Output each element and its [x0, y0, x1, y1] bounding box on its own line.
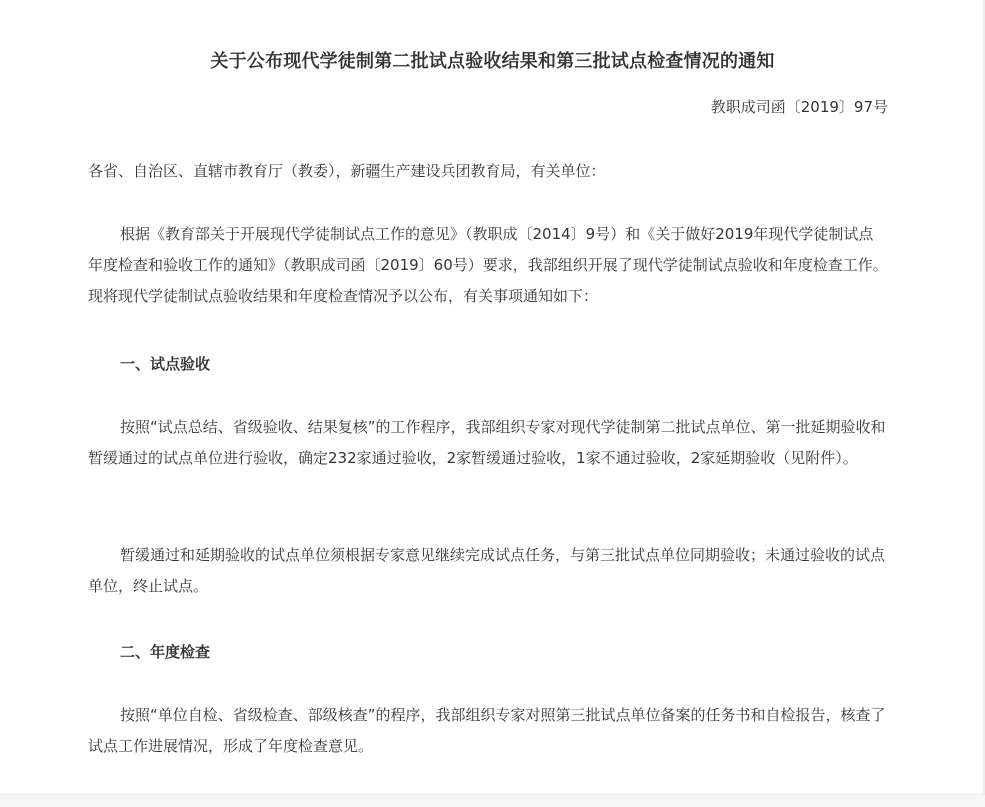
acceptance-paragraph-2: 暂缓通过和延期验收的试点单位须根据专家意见继续完成试点任务，与第三批试点单位同期验收；未通过验收的试点单位，终止试点。	[88, 546, 886, 595]
document-number: 教职成司函〔2019〕97号	[710, 98, 888, 116]
salutation: 各省、自治区、直辖市教育厅（教委），新疆生产建设兵团教育局，有关单位：	[88, 162, 606, 180]
section-heading-acceptance: 一、试点验收	[120, 355, 211, 373]
section-heading-annual-check: 二、年度检查	[120, 643, 211, 661]
acceptance-paragraph-1: 按照“试点总结、省级验收、结果复核”的工作程序，我部组织专家对现代学徒制第二批试点单位、第一批延期验收和暂缓通过的试点单位进行验收，确定232家通过验收，2家暂缓通过验收，1家不通过验收，2家延期验收（见附件）。	[88, 418, 886, 467]
bottom-band	[0, 794, 985, 807]
annual-check-paragraph-1: 按照“单位自检、省级检查、部级核查”的程序，我部组织专家对照第三批试点单位备案的任务书和自检报告，核查了试点工作进展情况，形成了年度检查意见。	[88, 706, 886, 755]
intro-paragraph: 根据《教育部关于开展现代学徒制试点工作的意见》（教职成〔2014〕9号）和《关于做好2019年现代学徒制试点年度检查和验收工作的通知》（教职成司函〔2019〕60号）要求，我部组织开展了现代学徒制试点验收和年度检查工作。现将现代学徒制试点验收结果和年度检查情况予以公布，有关事项通知如下：	[88, 225, 888, 305]
page-title: 关于公布现代学徒制第二批试点验收结果和第三批试点检查情况的通知	[210, 51, 775, 72]
